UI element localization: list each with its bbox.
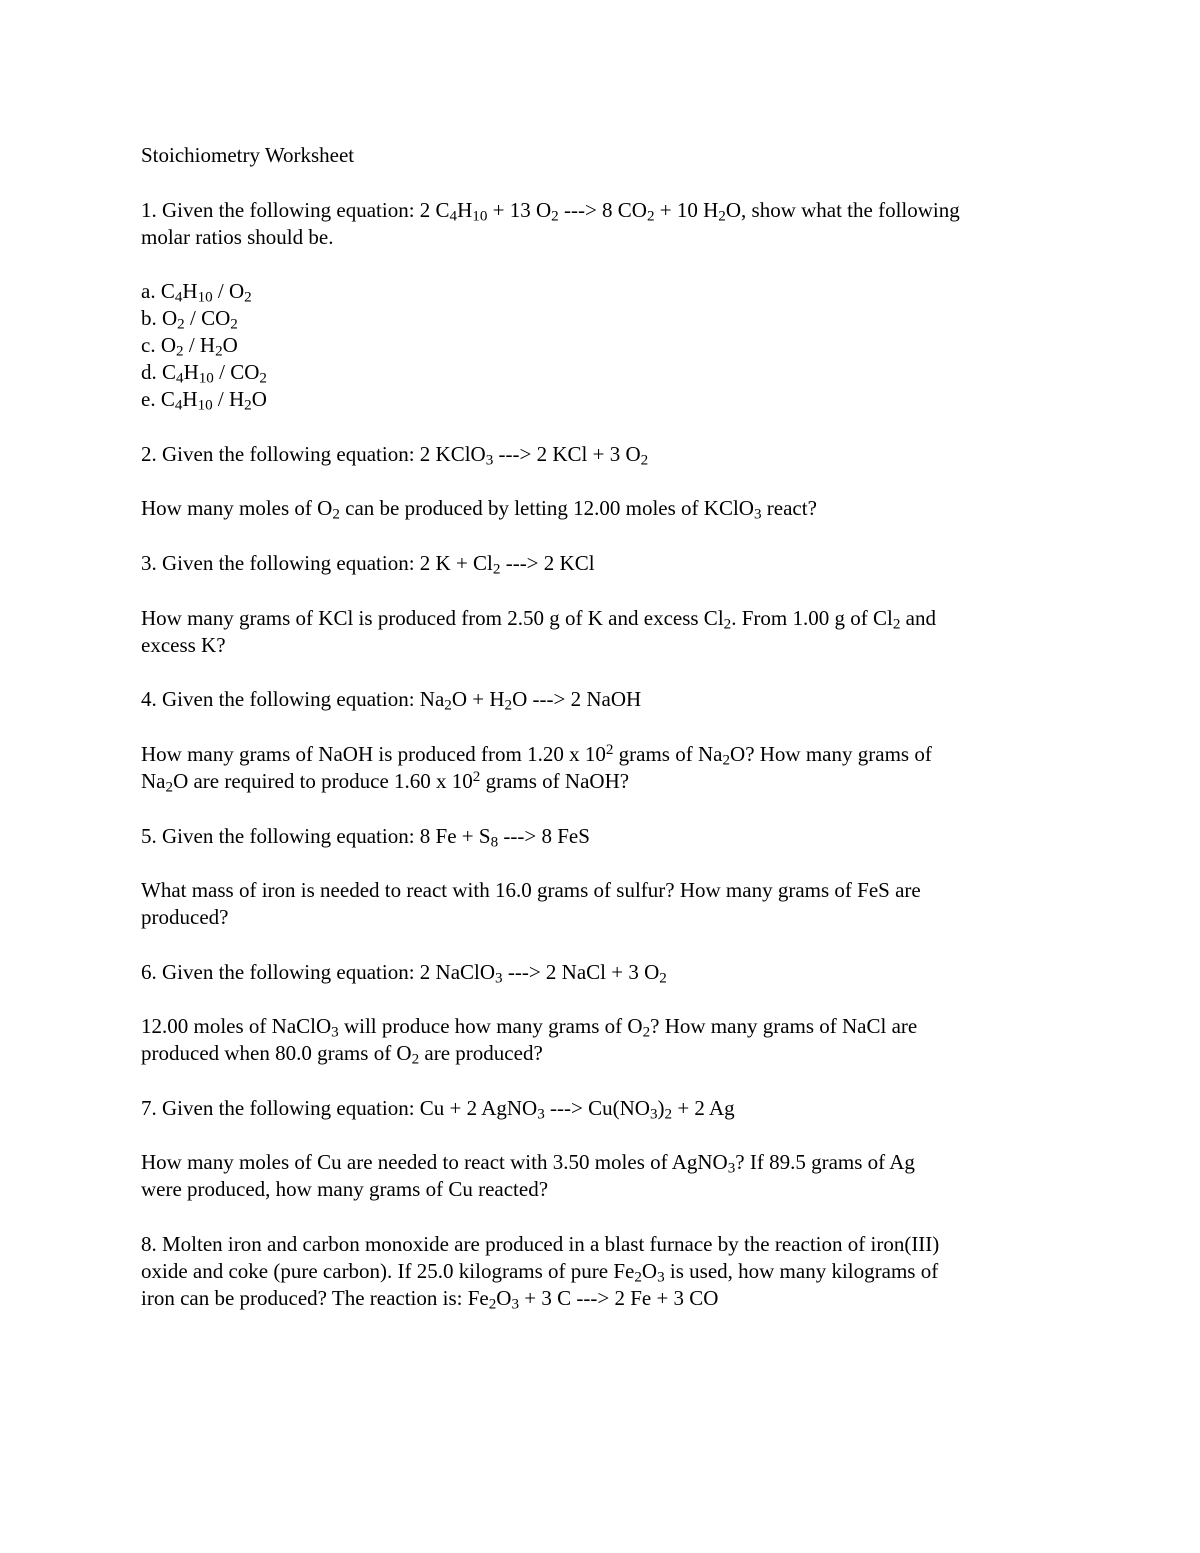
question-8-line-3: iron can be produced? The reaction is: $Fe_2O_3 + 3$ C ---> 2 Fe + 3 CO xyxy=(141,1286,719,1313)
question-5-text-line-2: produced? xyxy=(141,905,229,929)
question-6-text-line-1: 12.00 moles of NaClO$_3$ will produce how many grams of $O_2$? How many grams of NaCl are xyxy=(141,1014,918,1041)
worksheet-title: Stoichiometry Worksheet xyxy=(141,143,355,167)
question-7-text-line-1: How many moles of Cu are needed to react with 3.50 moles of AgNO$_3$? If 89.5 grams of Ag xyxy=(141,1150,915,1177)
question-3-text-line-1: How many grams of KCl is produced from 2.50 g of K and excess $Cl_2$. From 1.00 g of $Cl_2$ and xyxy=(141,606,936,633)
question-6-text-line-2: produced when 80.0 grams of $O_2$ are produced? xyxy=(141,1041,543,1068)
question-2-equation: 2. Given the following equation: 2 KClO$_3$ ---> 2 KCl + 3 $O_2$ xyxy=(141,442,649,469)
question-5-equation: 5. Given the following equation: 8 $Fe + S_8$ ---> 8 FeS xyxy=(141,824,590,851)
question-7-equation: 7. Given the following equation: Cu + 2 AgNO$_3$ ---> $Cu(NO_3)_2 + 2$ Ag xyxy=(141,1096,735,1123)
question-3-text-line-2: excess K? xyxy=(141,633,226,657)
question-2-text: How many moles of $O_2$ can be produced by letting 12.00 moles of KClO$_3$ react? xyxy=(141,496,817,523)
question-4-equation: 4. Given the following equation: $Na_2O + H_2O$ ---> 2 NaOH xyxy=(141,687,642,714)
question-1-line-2: molar ratios should be. xyxy=(141,225,334,249)
question-6-equation: 6. Given the following equation: 2 NaClO$_3$ ---> 2 NaCl + 3 $O_2$ xyxy=(141,960,667,987)
question-1-part-a: a. $C_4H_{10} / O_2$ xyxy=(141,279,252,306)
question-1-part-b: b. $O_2 / CO_2$ xyxy=(141,306,238,333)
question-1-part-d: d. $C_4H_{10} / CO_2$ xyxy=(141,360,267,387)
question-4-text-line-1: How many grams of NaOH is produced from 1.20 x $10^2$ grams of $Na_2O$? How many grams of xyxy=(141,742,932,769)
question-1-line-1: 1. Given the following equation: 2 $C_4H_{10} + 13$ $O_2$ ---> 8 $CO_2 + 10$ $H_2O$, show what the following xyxy=(141,198,960,225)
question-3-equation: 3. Given the following equation: 2 $K + Cl_2$ ---> 2 KCl xyxy=(141,551,595,578)
question-1-part-e: e. $C_4H_{10} / H_2O$ xyxy=(141,387,267,414)
question-8-line-2: oxide and coke (pure carbon). If 25.0 kilograms of pure $Fe_2O_3$ is used, how many kilograms of xyxy=(141,1259,939,1286)
question-4-text-line-2: $Na_2O$ are required to produce 1.60 x $10^2$ grams of NaOH? xyxy=(141,769,630,796)
question-5-text-line-1: What mass of iron is needed to react with 16.0 grams of sulfur? How many grams of FeS are xyxy=(141,878,921,902)
question-7-text-line-2: were produced, how many grams of Cu reacted? xyxy=(141,1177,549,1201)
question-8-line-1: 8. Molten iron and carbon monoxide are produced in a blast furnace by the reaction of iron(III) xyxy=(141,1232,940,1256)
question-1-part-c: c. $O_2 / H_2O$ xyxy=(141,333,238,360)
